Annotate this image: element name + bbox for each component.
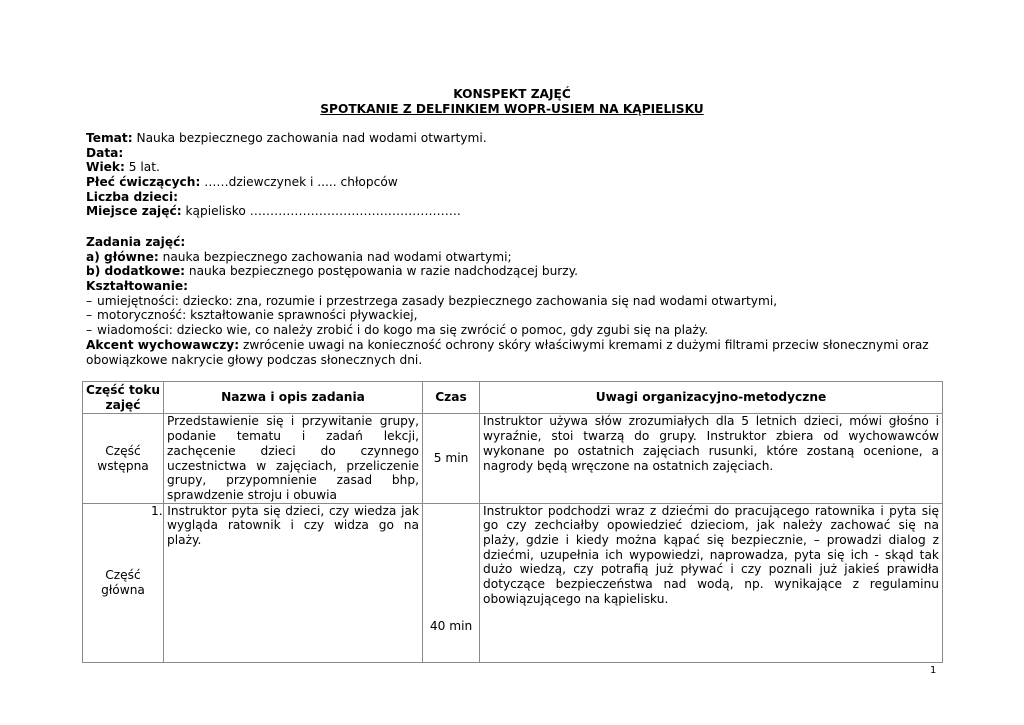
ksztaltowanie-item <box>86 308 946 323</box>
temat-label: Temat: <box>86 131 133 145</box>
task-cell: 1. Instruktor pyta się dzieci, czy wiedza jak wygląda ratownik i czy widza go na plaży. <box>164 503 423 662</box>
wiek-line <box>86 160 946 175</box>
ksztaltowanie-label: Kształtowanie: <box>86 279 189 294</box>
part-cell: Część wstępna <box>83 414 164 503</box>
miejsce-line <box>86 204 946 219</box>
notes-cell: Instruktor podchodzi wraz z dziećmi do pracującego ratownika i pyta się go czy zechciałby opowiedzieć dzieciom, jak należy zachować się na plaży, gdzie i kiedy można kąpać się bezpiecznie, – prowadzi dialog z dziećmi, uzupełnia ich wypowiedzi, naprowadza, pyta się ich - skąd tak dużo wiedzą, czy potrafią już pływać i czy poznali już jakieś prawidła dotyczące bezpieczeństwa nad wodą, np. wynikające z regulaminu obowiązującego na kąpielisku. <box>480 503 943 662</box>
ksztaltowanie-item-text: wiadomości: dziecko wie, co należy zrobić i do kogo ma się zwrócić o pomoc, gdy zgubi się na plaży. <box>97 323 709 338</box>
lesson-plan-table <box>82 381 943 663</box>
akcent-line <box>86 338 946 353</box>
task-cell: Przedstawienie się i przywitanie grupy, podanie tematu i zadań lekcji, zachęcenie dzieci do czynnego uczestnictwa w zajęciach, przeliczenie grupy, przypomnienie zasad bhp, sprawdzenie stroju i obuwia <box>164 414 423 503</box>
notes-cell: Instruktor używa słów zrozumiałych dla 5 letnich dzieci, mówi głośno i wyraźnie, stoi twarzą do grupy. Instruktor zbiera od wychowawców wykonane po ostatnich zajęciach rusunki, które zostaną ocenione, a nagrody będą wręczone na ostatnich zajęciach. <box>480 414 943 503</box>
akcent-label: Akcent wychowawczy: <box>86 337 240 352</box>
ksztaltowanie-item-text: motoryczność: kształtowanie sprawności pływackiej, <box>97 308 418 323</box>
ksztaltowanie-item-text: umiejętności: dziecko: zna, rozumie i przestrzega zasady bezpiecznego zachowania się nad wodami otwartymi, <box>97 293 778 308</box>
liczba-line <box>86 190 946 205</box>
dodatkowe-line <box>86 264 946 279</box>
column-header: Czas <box>423 382 480 414</box>
dash-bullet: – <box>86 293 93 308</box>
glowne-line <box>86 250 946 265</box>
glowne-label: a) główne: <box>86 249 159 264</box>
plec-value: ……dziewczynek i ..... chłopców <box>204 175 398 190</box>
dash-bullet: – <box>86 323 93 338</box>
temat-value: Nauka bezpiecznego zachowania nad wodami otwartymi. <box>136 131 487 145</box>
glowne-value: nauka bezpiecznego zachowania nad wodami otwartymi; <box>162 249 512 264</box>
document-subtitle: SPOTKANIE Z DELFINKIEM WOPR-USIEM NA KĄPIELISKU <box>320 102 704 116</box>
lesson-tasks <box>86 235 946 367</box>
table-header-row <box>83 382 943 414</box>
table-row <box>83 503 943 662</box>
data-label: Data: <box>86 145 124 160</box>
plec-line <box>86 175 946 190</box>
dash-bullet: – <box>86 308 93 323</box>
time-cell: 40 min <box>423 503 480 662</box>
temat-line <box>86 131 946 146</box>
time-cell: 5 min <box>423 414 480 503</box>
part-cell: Część główna <box>83 503 164 662</box>
liczba-label: Liczba dzieci: <box>86 189 178 204</box>
plec-label: Płeć ćwiczących: <box>86 175 201 190</box>
column-header: Uwagi organizacyjno-metodyczne <box>480 382 943 414</box>
lesson-info <box>86 131 946 219</box>
akcent-line-2: obowiązkowe nakrycie głowy podczas słonecznych dni. <box>86 352 423 367</box>
dodatkowe-label: b) dodatkowe: <box>86 264 185 279</box>
wiek-value: 5 lat. <box>128 160 160 175</box>
page-number: 1 <box>930 665 937 676</box>
miejsce-value: kąpielisko ……………………………………………. <box>185 204 461 219</box>
wiek-label: Wiek: <box>86 160 125 175</box>
dodatkowe-value: nauka bezpiecznego postępowania w razie nadchodzącej burzy. <box>188 264 579 279</box>
table-row <box>83 414 943 503</box>
ksztaltowanie-item <box>86 323 946 338</box>
akcent-value: zwrócenie uwagi na konieczność ochrony skóry właściwymi kremami z dużymi filtrami przeciw słonecznymi oraz <box>243 337 929 352</box>
tasks-heading: Zadania zajęć: <box>86 235 186 249</box>
column-header: Część toku zajęć <box>83 382 164 414</box>
document-title: KONSPEKT ZAJĘĆ <box>453 87 571 101</box>
data-line <box>86 146 946 161</box>
column-header: Nazwa i opis zadania <box>164 382 423 414</box>
miejsce-label: Miejsce zajęć: <box>86 204 182 219</box>
ksztaltowanie-item <box>86 294 946 309</box>
